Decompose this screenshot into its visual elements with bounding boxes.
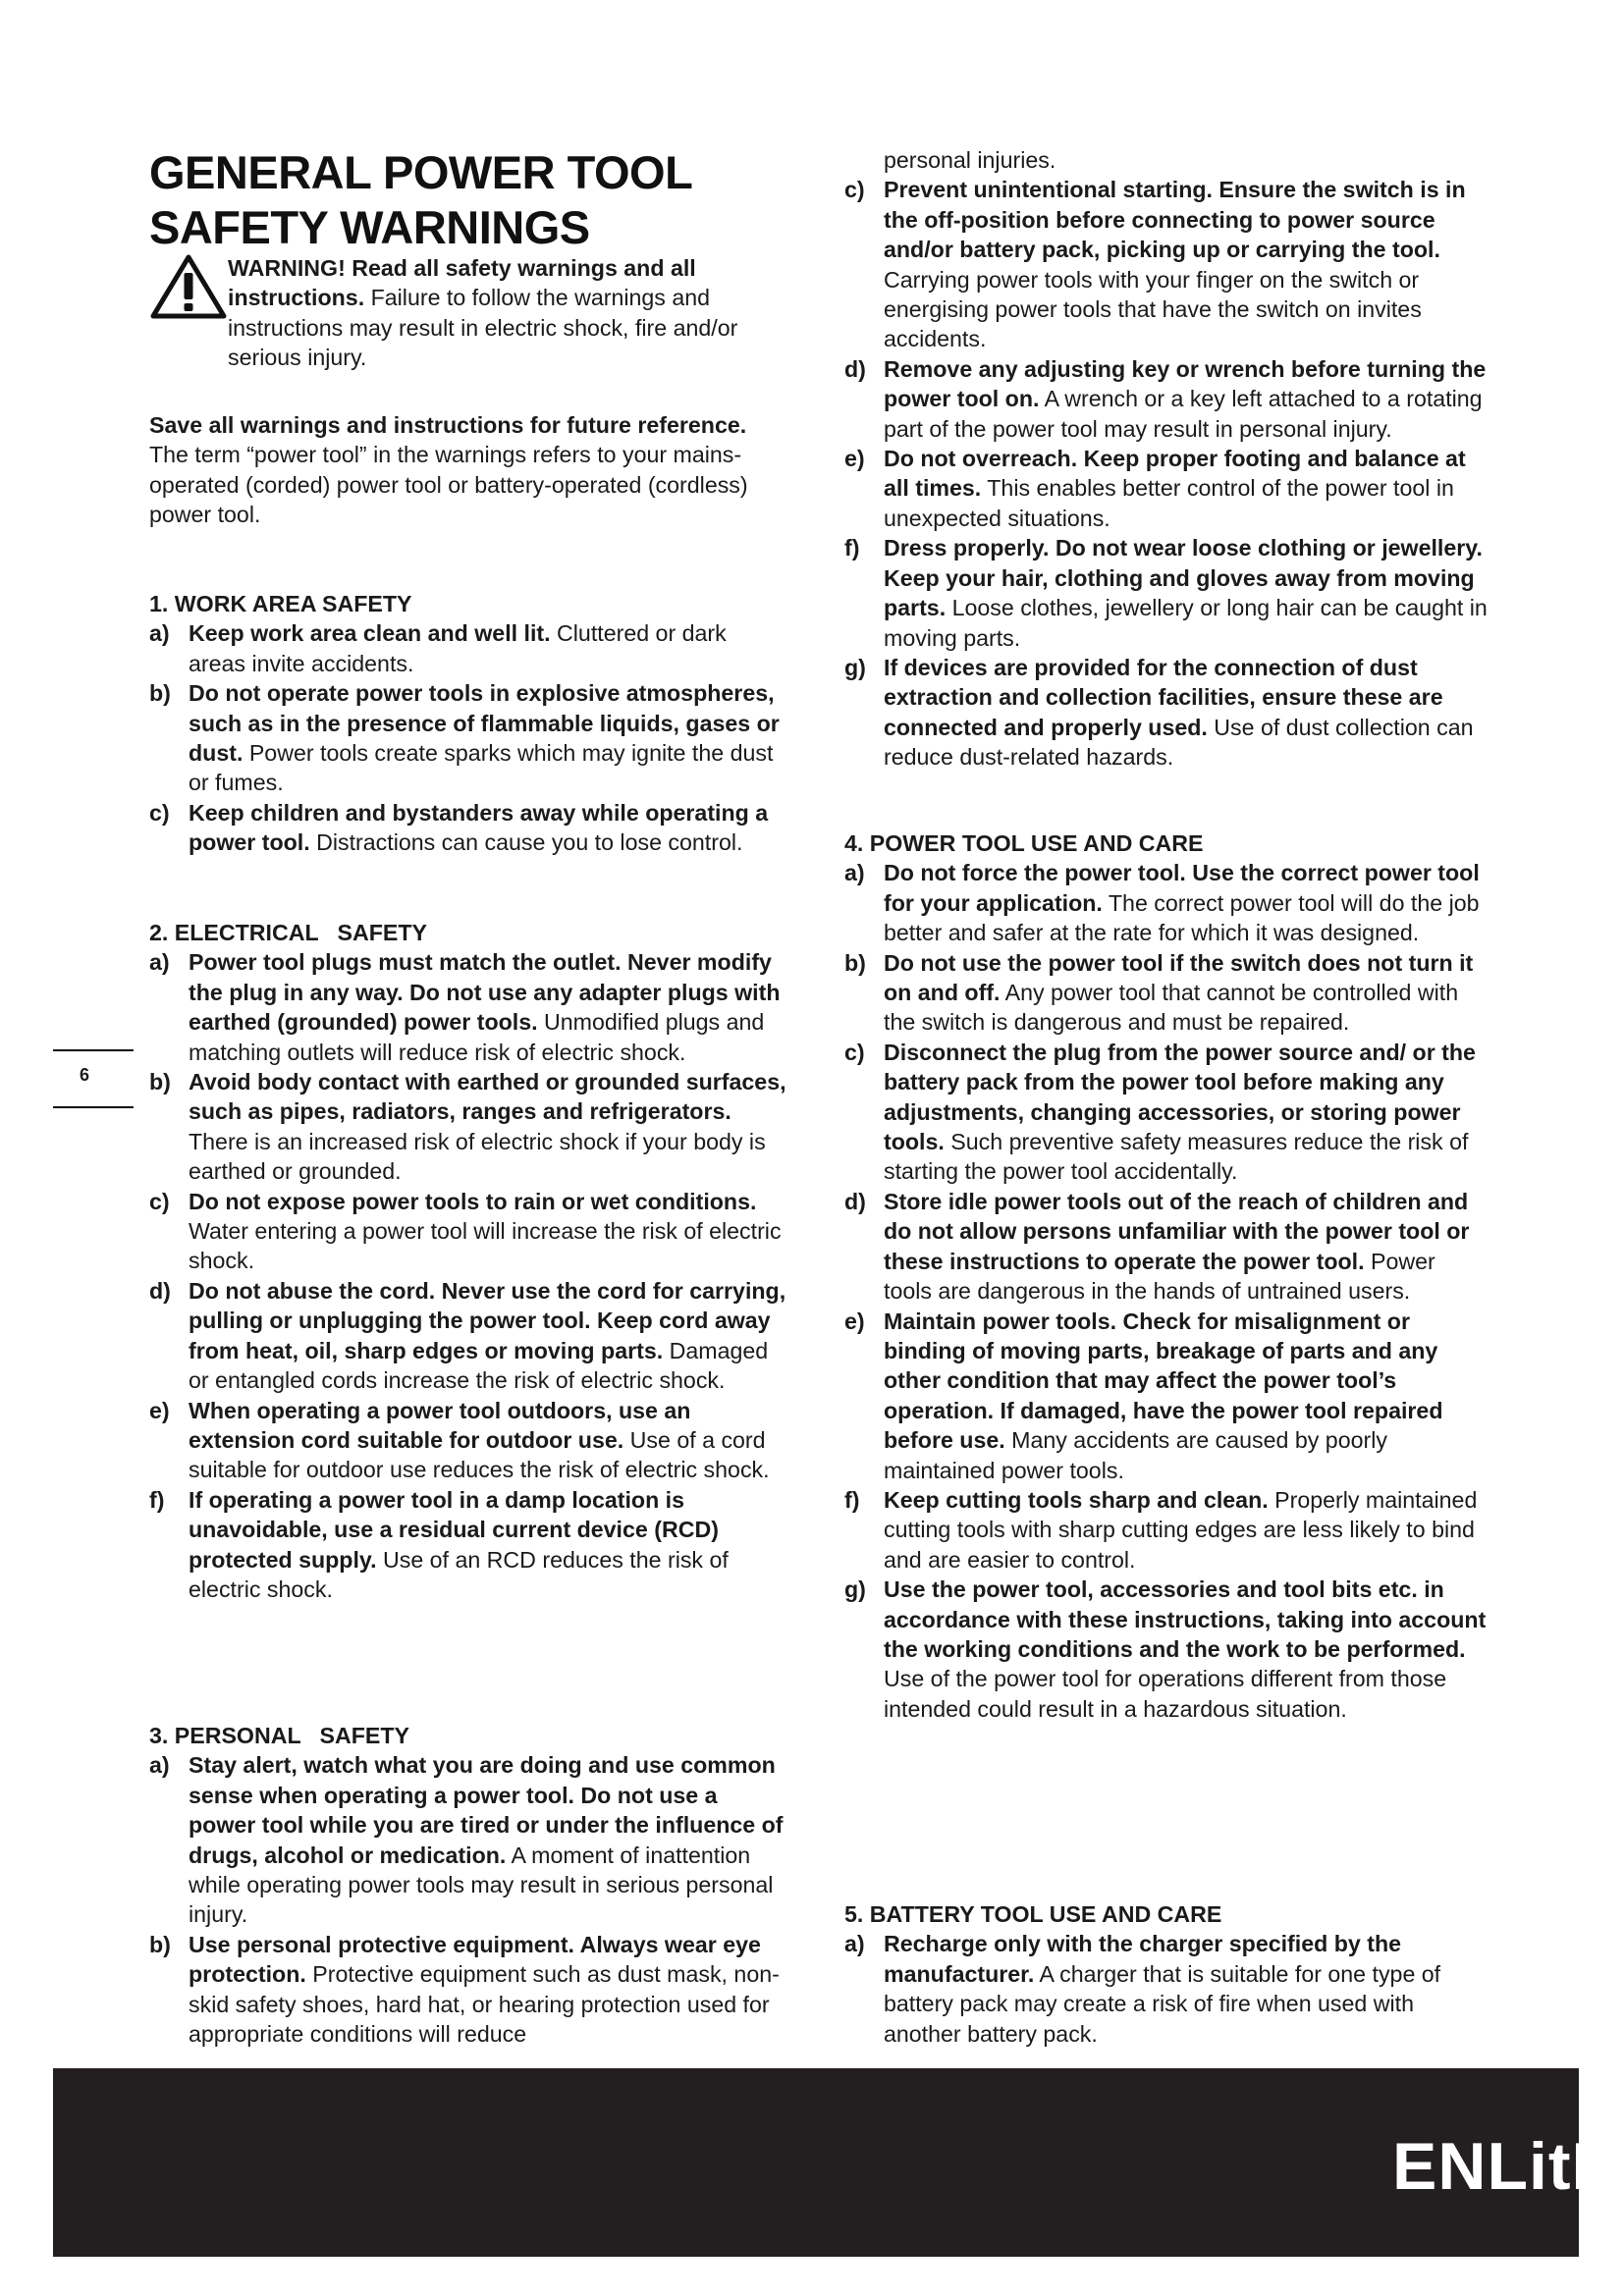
section-heading: 3. PERSONAL SAFETY [149,1723,409,1748]
list-item: a) Stay alert, watch what you are doing and use common sense when operating a power tool. Do not use a power tool while you are tired or under the influence of drugs, alcohol or medication. A moment of inattention while operating power tools may result in serious personal injury. [149,1752,784,1928]
section-personal-safety [149,1721,787,2049]
save-block [149,410,787,530]
section-heading: 5. BATTERY TOOL USE AND CARE [844,1901,1222,1927]
warning-block [149,253,778,373]
section-heading: 4. POWER TOOL USE AND CARE [844,830,1204,856]
title-line-2: SAFETY WARNINGS [149,201,590,253]
page-number: 6 [79,1065,89,1085]
continuation-text: personal injuries. [884,147,1056,173]
list-item: c) Disconnect the plug from the power source and/ or the battery pack from the power tool before making any adjustments, changing accessories, or storing power tools. Such preventive safety measures reduce the risk of starting the power tool accidentally. [844,1039,1476,1185]
list-item: d) Do not abuse the cord. Never use the cord for carrying, pulling or unplugging the power tool. Keep cord away from heat, oil, sharp edges or moving parts. Damaged or entangled cords increase the risk of electric shock. [149,1277,786,1394]
section-electrical-safety [149,918,787,1604]
warning-body: Failure to follow the warnings and instructions may result in electric shock, fire and/or serious injury. [228,285,738,371]
list-item: a) Keep work area clean and well lit. Cluttered or dark areas invite accidents. [149,620,727,676]
list-item: e) Do not overreach. Keep proper footing and balance at all times. This enables better control of the power tool in unexpected situations. [844,446,1466,531]
page-title [149,145,738,255]
list-item: d) Store idle power tools out of the reach of children and do not allow persons unfamiliar with the power tool or these instructions to operate the power tool. Power tools are dangerous in the hands of untrained users. [844,1188,1470,1305]
list-item: f) Keep cutting tools sharp and clean. Properly maintained cutting tools with sharp cutting edges are less likely to bind and are easier to control. [844,1486,1478,1573]
list-item: b) Use personal protective equipment. Always wear eye protection. Protective equipment such as dust mask, non-skid safety shoes, hard hat, or hearing protection used for appropriate conditions will reduce [149,1931,780,2048]
save-lead: Save all warnings and instructions for future reference. [149,412,747,438]
list-item: e) Maintain power tools. Check for misalignment or binding of moving parts, breakage of parts and any other condition that may affect the power tool’s operation. If damaged, have the power tool repaired before use. Many accidents are caused by poorly maintained power tools. [844,1308,1443,1483]
save-body: The term “power tool” in the warnings refers to your mains-operated (corded) power tool or battery-operated (cordless) power tool. [149,442,748,528]
list-item: g) If devices are provided for the connection of dust extraction and collection facilities, ensure these are connected and properly used. Use of dust collection can reduce dust-related hazards. [844,654,1474,771]
brand-logo-text: ENLitH [1392,2129,1621,2204]
warning-lead: WARNING! Read all safety warnings and all instructions. [228,255,696,311]
list-item: c) Prevent unintentional starting. Ensure the switch is in the off-position before connecting to power source and/or battery pack, picking up or carrying the tool. Carrying power tools with your finger on the switch or energising power tools that have the switch on invites accidents. [844,177,1466,352]
list-item: b) Do not operate power tools in explosive atmospheres, such as in the presence of flammable liquids, gases or dust. Power tools create sparks which may ignite the dust or fumes. [149,680,780,796]
list-item: c) Keep children and bystanders away while operating a power tool. Distractions can cause you to lose control. [149,799,769,856]
section-heading: 2. ELECTRICAL SAFETY [149,920,428,945]
list-item: a) Do not force the power tool. Use the correct power tool for your application. The correct power tool will do the job better and safer at the rate for which it was designed. [844,860,1480,946]
section-personal-safety-continued [844,145,1489,773]
list-item: d) Remove any adjusting key or wrench before turning the power tool on. A wrench or a key left attached to a rotating part of the power tool may result in personal injury. [844,355,1487,442]
list-item: c) Do not expose power tools to rain or wet conditions. Water entering a power tool will increase the risk of electric shock. [149,1188,782,1274]
section-work-area-safety [149,589,787,858]
list-item: f) If operating a power tool in a damp location is unavoidable, use a residual current device (RCD) protected supply. Use of an RCD reduces the risk of electric shock. [149,1486,729,1602]
footer-band [53,2068,1621,2257]
list-item: a) Recharge only with the charger specified by the manufacturer. A charger that is suitable for one type of battery pack may create a risk of fire when used with another battery pack. [844,1931,1441,2047]
page-number-rule-top [53,1049,134,1051]
list-item: a) Power tool plugs must match the outlet. Never modify the plug in any way. Do not use any adapter plugs with earthed (grounded) power tools. Unmodified plugs and matching outlets will reduce risk of electric shock. [149,949,781,1065]
section-battery-tool-use-and-care [844,1899,1489,2049]
list-item: g) Use the power tool, accessories and tool bits etc. in accordance with these instructions, taking into account the working conditions and the work to be performed. Use of the power tool for operations different from those intended could result in a hazardous situation. [844,1576,1487,1722]
list-item: f) Dress properly. Do not wear loose clothing or jewellery. Keep your hair, clothing and gloves away from moving parts. Loose clothes, jewellery or long hair can be caught in moving parts. [844,535,1488,651]
page-number-marker [53,1045,134,1110]
list-item: b) Do not use the power tool if the switch does not turn it on and off. Any power tool that cannot be controlled with the switch is dangerous and must be repaired. [844,949,1474,1036]
section-power-tool-use-and-care [844,828,1489,1724]
list-item: e) When operating a power tool outdoors, use an extension cord suitable for outdoor use. Use of a cord suitable for outdoor use reduces the risk of electric shock. [149,1397,770,1483]
list-item: b) Avoid body contact with earthed or grounded surfaces, such as pipes, radiators, ranges and refrigerators. There is an increased risk of electric shock if your body is earthed or grounded. [149,1069,786,1185]
warning-text [228,253,778,373]
warning-triangle-icon [149,253,228,320]
title-line-1: GENERAL POWER TOOL [149,146,693,198]
section-heading: 1. WORK AREA SAFETY [149,591,412,616]
page-number-rule-bottom [53,1106,134,1108]
